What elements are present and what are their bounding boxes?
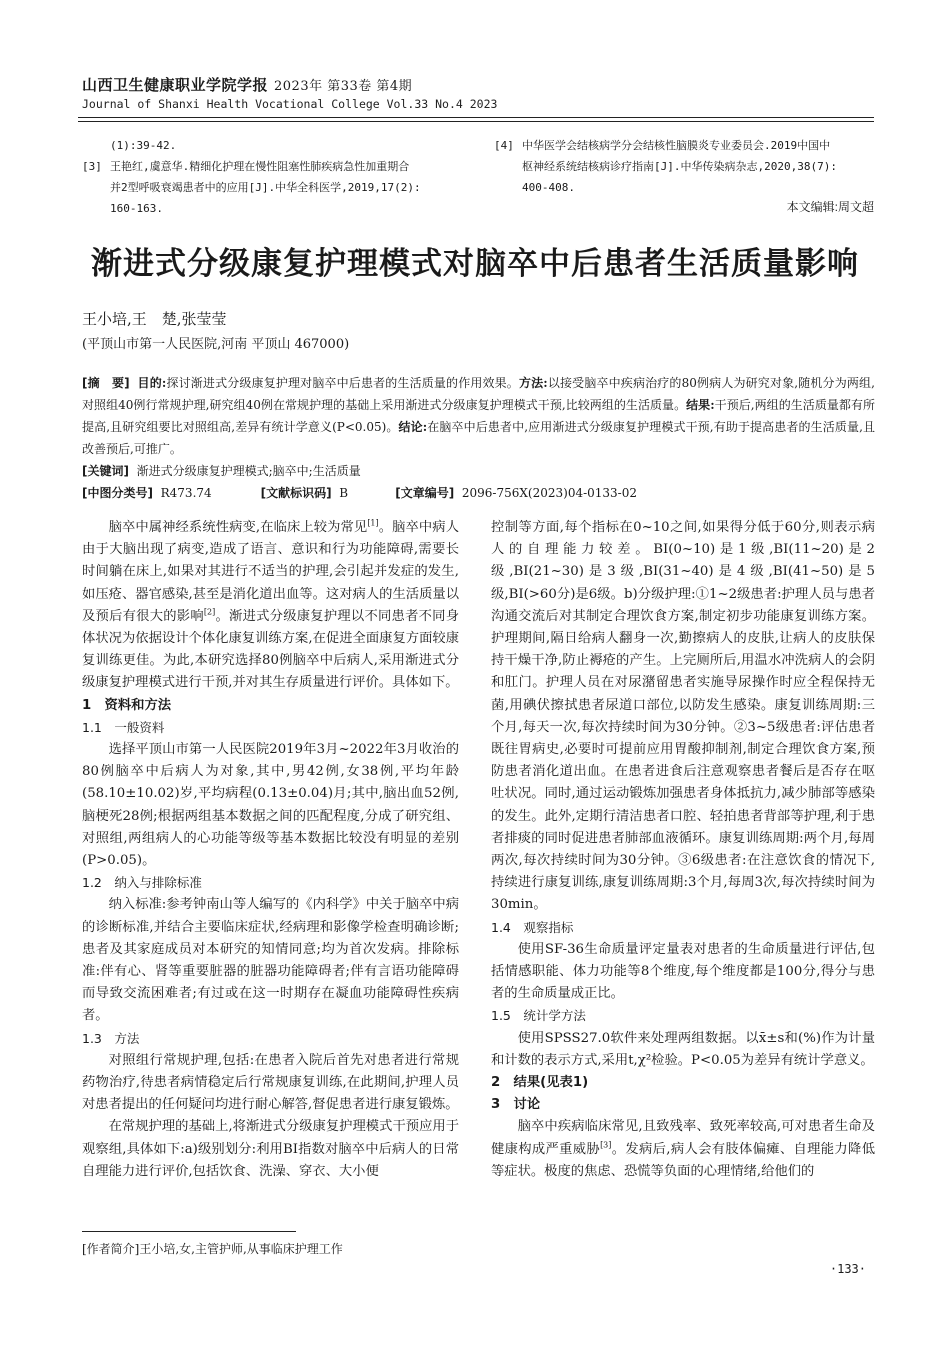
- journal-issue: 2023年 第33卷 第4期: [274, 79, 413, 94]
- paragraph: 选择平顶山市第一人民医院2019年3月~2022年3月收治的80例脑卒中后病人为对象,其中,男42例,女38例,平均年龄(58.10±10.02)岁,平均病程(0.13±0.04)月;其中,脑出血52例,脑梗死28例;根据两组基本数据之间的匹配程度,分成了研究组、对照组,两组病人的心功能等级等基本数据比较没有明显的差别(P>0.05)。: [82, 742, 459, 869]
- subsection-heading: 1.1 一般资料: [82, 719, 165, 735]
- conclusion-text: 在脑卒中后患者中,应用渐进式分级康复护理模式干预,有助于提高患者的生活质量,且改善预后,可推广。: [82, 420, 875, 456]
- citation: [1]: [367, 518, 379, 528]
- author-footnote: [作者简介]王小培,女,主管护师,从事临床护理工作: [82, 1242, 343, 1256]
- text: 。发病后,病人会有肢体偏瘫、自理能力降低等症状。极度的焦虑、恐慌等负面的心理情绪,给他们的: [491, 1141, 875, 1179]
- header-rule-thin: [78, 121, 874, 122]
- text: 脑卒中疾病临床常见,且致残率、致死率较高,可对患者生命及健康构成严重威胁: [491, 1119, 875, 1157]
- reference-number: [4]: [494, 139, 514, 152]
- reference-line: 400-408.: [522, 181, 575, 194]
- reference-number: [3]: [82, 160, 102, 173]
- section-heading: 1 资料和方法: [82, 697, 172, 713]
- affiliation: (平顶山市第一人民医院,河南 平顶山 467000): [82, 337, 350, 352]
- page-number: ·133·: [829, 1262, 866, 1276]
- paragraph: 在常规护理的基础上,将渐进式分级康复护理模式干预应用于观察组,具体如下:a)级别划分:利用BI指数对脑卒中后病人的日常自理能力进行评价,包括饮食、洗澡、穿衣、大小便: [82, 1119, 459, 1179]
- reference-line: 160-163.: [110, 202, 163, 215]
- keywords: [82, 460, 875, 482]
- journal-name-en: Journal of Shanxi Health Vocational College Vol.33 No.4 2023: [82, 97, 498, 111]
- conclusion-label: 结论:: [398, 420, 428, 434]
- classification-line: [82, 482, 875, 504]
- paragraph: [491, 1116, 875, 1183]
- paragraph: [82, 517, 459, 695]
- subsection-heading: 1.3 方法: [82, 1030, 140, 1046]
- body-column-right: [491, 517, 875, 1183]
- article-no-label: [文章编号]: [395, 486, 455, 500]
- journal-title: [82, 74, 412, 95]
- journal-name-cn: 山西卫生健康职业学院学报: [82, 76, 269, 94]
- subsection-heading: 1.5 统计学方法: [491, 1008, 586, 1024]
- paragraph: 控制等方面,每个指标在0~10之间,如果得分低于60分,则表示病人的自理能力较差。BI(0~10)是1级,BI(11~20)是2级,BI(21~30)是3级,BI(31~40)是4级,BI(41~50)是5级,BI(>60分)是6级。b)分级护理:①1~2级患者:护理人员与患者沟通交流后对其制定合理饮食方案,制定初步功能康复训练方案。护理期间,隔日给病人翻身一次,勤擦病人的皮肤,让病人的皮肤保持干燥干净,防止褥疮的产生。上完厕所后,用温水冲洗病人的会阴和肛门。护理人员在对尿潴留患者实施导尿操作时应全程保持无菌,用碘伏擦拭患者尿道口部位,以防发生感染。康复训练周期:三个月,每天一次,每次持续时间为30分钟。②3~5级患者:评估患者既往胃病史,必要时可提前应用胃酸抑制剂,制定合理饮食方案,预防患者消化道出血。在患者进食后注意观察患者餐后是否存在呕吐状况。同时,通过运动锻炼加强患者身体抵抗力,减少肺部等感染的发生。此外,定期行清洁患者口腔、轻拍患者背部等护理,利于患者排痰的同时促进患者肺部血液循环。康复训练周期:两个月,每周两次,每次持续时间为30分钟。③6级患者:在注意饮食的情况下,持续进行康复训练,康复训练周期:3个月,每周3次,每次持续时间为30min。: [491, 520, 875, 913]
- paragraph: 纳入标准:参考钟南山等人编写的《内科学》中关于脑卒中病的诊断标准,并结合主要临床症状,经病理和影像学检查明确诊断;患者及其家庭成员对本研究的知情同意;均为首次发病。排除标准:伴有心、肾等重要脏器的脏器功能障碍者;伴有言语功能障碍而导致交流困难者;有过或在这一时期存在凝血功能障碍性疾病者。: [82, 897, 459, 1024]
- method-text: 以接受脑卒中疾病治疗的80例病人为研究对象,随机分为两组,对照组40例行常规护理,研究组40例在常规护理的基础上采用渐进式分级康复护理模式干预,比较两组的生活质量。: [82, 376, 875, 412]
- header-rule: [78, 117, 874, 118]
- abstract: [82, 372, 875, 504]
- clc-value: R473.74: [160, 486, 212, 500]
- doc-label: [文献标识码]: [260, 486, 332, 500]
- subsection-heading: 1.2 纳入与排除标准: [82, 875, 202, 891]
- method-label: 方法:: [518, 376, 548, 390]
- reference-line: 并2型呼吸衰竭患者中的应用[J].中华全科医学,2019,17(2):: [110, 181, 421, 194]
- doc-value: B: [339, 486, 349, 500]
- section-heading: 3 讨论: [491, 1097, 541, 1113]
- paragraph: 对照组行常规护理,包括:在患者入院后首先对患者进行常规药物治疗,待患者病情稳定后行常规康复训练,在此期间,护理人员对患者提出的任何疑问均进行耐心解答,督促患者进行康复锻炼。: [82, 1052, 459, 1113]
- result-text: 干预后,两组的生活质量都有所提高,且研究组要比对照组高,差异有统计学意义(P<0.05)。: [82, 398, 875, 434]
- clc-label: [中图分类号]: [82, 486, 153, 500]
- footnote-rule: [82, 1231, 296, 1232]
- keywords-label: [关键词]: [82, 464, 129, 478]
- reference-line: (1):39-42.: [110, 139, 177, 152]
- objective-text: 探讨渐进式分级康复护理对脑卒中后患者的生活质量的作用效果。: [166, 376, 519, 390]
- subsection-heading: 1.4 观察指标: [491, 919, 574, 935]
- text: 。脑卒中病人由于大脑出现了病变,造成了语言、意识和行为功能障碍,需要长时间躺在床上,如果对其进行不适当的护理,会引起并发症的发生,如压疮、器官感染,甚至是消化道出血等。这对病人的生活质量以及预后有很大的影响: [82, 520, 459, 624]
- paragraph: 使用SPSS27.0软件来处理两组数据。以x̄±s和(%)作为计量和计数的表示方式,采用t,χ²检验。P<0.05为差异有统计学意义。: [491, 1030, 875, 1068]
- article-title: 渐进式分级康复护理模式对脑卒中后患者生活质量影响: [91, 246, 859, 282]
- reference-line: 枢神经系统结核病诊疗指南[J].中华传染病杂志,2020,38(7):: [522, 160, 837, 173]
- article-no-value: 2096-756X(2023)04-0133-02: [461, 486, 638, 500]
- objective-label: 目的:: [137, 376, 167, 390]
- citation: [3]: [600, 1140, 612, 1150]
- abstract-label: [摘 要]: [82, 376, 130, 390]
- paragraph: 使用SF-36生命质量评定量表对患者的生命质量进行评估,包括情感职能、体力功能等8个维度,每个维度都是100分,得分与患者的生命质量成正比。: [491, 941, 875, 1002]
- reference-line: 中华医学会结核病学分会结核性脑膜炎专业委员会.2019中国中: [522, 139, 831, 152]
- abstract-body: [82, 372, 875, 460]
- references-right: [494, 135, 874, 198]
- body-column-left: [82, 517, 459, 1183]
- keywords-text: 渐进式分级康复护理模式;脑卒中;生活质量: [136, 464, 361, 478]
- reference-line: 王艳红,虞意华.精细化护理在慢性阻塞性肺疾病急性加重期合: [110, 160, 410, 173]
- text: 脑卒中属神经系统性病变,在临床上较为常见: [108, 520, 368, 535]
- result-label: 结果:: [686, 398, 715, 412]
- authors: 王小培,王 楚,张莹莹: [82, 310, 227, 328]
- text: 。渐进式分级康复护理以不同患者不同身体状况为依据设计个体化康复训练方案,在促进全面康复方面较康复训练更佳。为此,本研究选择80例脑卒中后病人,采用渐进式分级康复护理模式进行干预,并对其生存质量进行评价。具体如下。: [82, 608, 460, 691]
- editor-note: 本文编辑:周文超: [786, 200, 874, 214]
- section-heading: 2 结果(见表1): [491, 1075, 589, 1091]
- references-left: [82, 135, 462, 219]
- citation: [2]: [203, 607, 216, 617]
